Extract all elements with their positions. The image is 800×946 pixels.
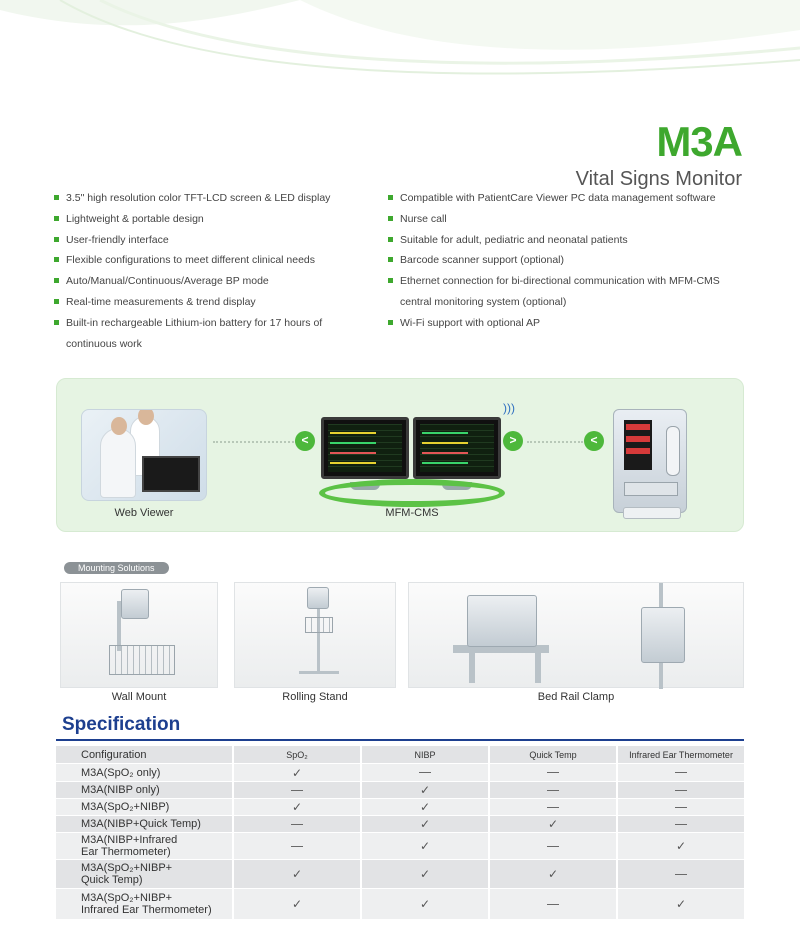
bullet-icon [54,299,59,304]
connection-line [527,441,583,443]
check-icon: ✓ [547,867,559,881]
bullet-icon [54,320,59,325]
feature-item: Flexible configurations to meet different clinical needs [54,250,388,271]
table-row [56,816,744,832]
cms-ring-graphic [319,479,505,507]
feature-cell [616,782,744,798]
check-icon: ✓ [675,897,687,911]
configuration-cell: M3A(NIBP only) [56,782,232,798]
laptop-screen-image [142,456,200,492]
bullet-icon [388,237,393,242]
feature-cell [488,782,616,798]
feature-list [54,188,754,354]
specification-table [56,745,744,920]
web-viewer-photo [81,409,207,501]
product-subtitle: Vital Signs Monitor [575,168,742,190]
dash-icon [547,772,559,773]
feature-item: Lightweight & portable design [54,209,388,230]
feature-cell [488,799,616,815]
feature-cell [616,764,744,781]
feature-item: Suitable for adult, pediatric and neonatal patients [388,230,748,251]
feature-cell [360,782,488,798]
feature-item: Ethernet connection for bi-directional communication with MFM-CMS [388,271,748,292]
feature-cell [360,764,488,781]
bullet-icon [388,320,393,325]
configuration-cell: M3A(SpO₂+NIBP+ Infrared Ear Thermometer) [56,889,232,919]
feature-column-left [54,188,388,354]
feature-cell [232,833,360,859]
feature-cell [360,860,488,888]
feature-item: User-friendly interface [54,230,388,251]
dash-icon [675,790,687,791]
feature-cell [488,833,616,859]
dash-icon [291,824,303,825]
rolling-stand-photo [234,582,396,688]
dash-icon [675,807,687,808]
device-base [623,507,681,519]
model-name: M3A [656,118,742,165]
feature-cell [488,860,616,888]
bullet-icon [388,216,393,221]
bullet-icon [388,278,393,283]
feature-item: Barcode scanner support (optional) [388,250,748,271]
bullet-icon [54,237,59,242]
feature-cell [488,764,616,781]
check-icon: ✓ [291,765,303,780]
mounting-section-label: Mounting Solutions [64,562,169,574]
feature-cell [360,799,488,815]
bed-rail-clamp-label: Bed Rail Clamp [537,691,615,703]
table-row [56,889,744,919]
feature-cell [488,889,616,919]
feature-item-continuation: continuous work [66,337,142,350]
specification-title: Specification [62,714,181,735]
wall-mount-photo [60,582,218,688]
feature-cell [616,889,744,919]
bullet-icon [54,195,59,200]
feature-cell [232,816,360,832]
configuration-cell: M3A(NIBP+Infrared Ear Thermometer) [56,833,232,859]
feature-cell [616,799,744,815]
dash-icon [547,807,559,808]
feature-cell [616,860,744,888]
table-body [56,764,744,919]
cms-label: MFM-CMS [385,507,439,519]
specification-rule [56,739,744,741]
feature-cell [616,833,744,859]
feature-item-continuation: central monitoring system (optional) [400,295,567,308]
table-row [56,833,744,859]
doctor-figure [100,428,136,498]
bed-rail-clamp-photo [408,582,744,688]
check-icon: ✓ [675,839,687,853]
wifi-icon: ))) [503,401,515,415]
table-header-row [56,746,744,763]
column-header-quick-temp: Quick Temp [488,746,616,763]
network-diagram-panel [56,378,744,532]
feature-item: Compatible with PatientCare Viewer PC data management software [388,188,748,209]
dash-icon [419,772,431,773]
feature-item: Nurse call [388,209,748,230]
check-icon: ✓ [419,800,431,814]
column-header-configuration: Configuration [56,746,232,763]
bullet-icon [54,216,59,221]
feature-cell [232,764,360,781]
product-title-block [576,118,742,190]
dash-icon [291,846,303,847]
feature-item: Wi-Fi support with optional AP [388,313,748,334]
check-icon: ✓ [291,867,303,881]
table-row [56,764,744,781]
web-viewer-label: Web Viewer [114,507,174,519]
feature-cell [488,816,616,832]
feature-cell [232,860,360,888]
dash-icon [547,904,559,905]
check-icon: ✓ [419,897,431,911]
cms-monitor-right [413,417,501,479]
cms-monitor-left [321,417,409,479]
feature-cell [232,782,360,798]
feature-cell [232,889,360,919]
feature-cell [360,816,488,832]
column-header-nibp: NIBP [360,746,488,763]
arrow-right-icon: > [503,431,523,451]
feature-column-right [388,188,748,354]
header-swoosh-graphic [0,0,800,110]
dash-icon [547,846,559,847]
configuration-cell: M3A(SpO₂+NIBP) [56,799,232,815]
table-row [56,782,744,798]
bullet-icon [388,195,393,200]
check-icon: ✓ [291,800,303,814]
arrow-left-icon: < [295,431,315,451]
dash-icon [675,772,687,773]
feature-cell [616,816,744,832]
configuration-cell: M3A(NIBP+Quick Temp) [56,816,232,832]
feature-item: 3.5" high resolution color TFT-LCD screen & LED display [54,188,388,209]
column-header-ear-thermometer: Infrared Ear Thermometer [616,746,744,763]
bullet-icon [54,257,59,262]
check-icon: ✓ [419,817,431,831]
bullet-icon [388,257,393,262]
dash-icon [291,790,303,791]
connection-line [213,441,297,443]
dash-icon [675,824,687,825]
check-icon: ✓ [547,817,559,831]
feature-item: Built-in rechargeable Lithium-ion battery for 17 hours of [54,313,388,334]
table-row [56,860,744,888]
check-icon: ✓ [419,839,431,853]
feature-item: Real-time measurements & trend display [54,292,388,313]
check-icon: ✓ [419,783,431,797]
arrow-left-icon: < [584,431,604,451]
dash-icon [675,874,687,875]
m3a-device-image [613,409,687,513]
feature-cell [232,799,360,815]
column-header-spo2: SpO₂ [232,746,360,763]
configuration-cell: M3A(SpO₂+NIBP+ Quick Temp) [56,860,232,888]
table-row [56,799,744,815]
feature-cell [360,833,488,859]
feature-cell [360,889,488,919]
rolling-stand-label: Rolling Stand [282,691,348,703]
check-icon: ✓ [291,897,303,911]
configuration-cell: M3A(SpO₂ only) [56,764,232,781]
bullet-icon [54,278,59,283]
check-icon: ✓ [419,867,431,881]
dash-icon [547,790,559,791]
feature-item: Auto/Manual/Continuous/Average BP mode [54,271,388,292]
wall-mount-label: Wall Mount [111,691,167,703]
